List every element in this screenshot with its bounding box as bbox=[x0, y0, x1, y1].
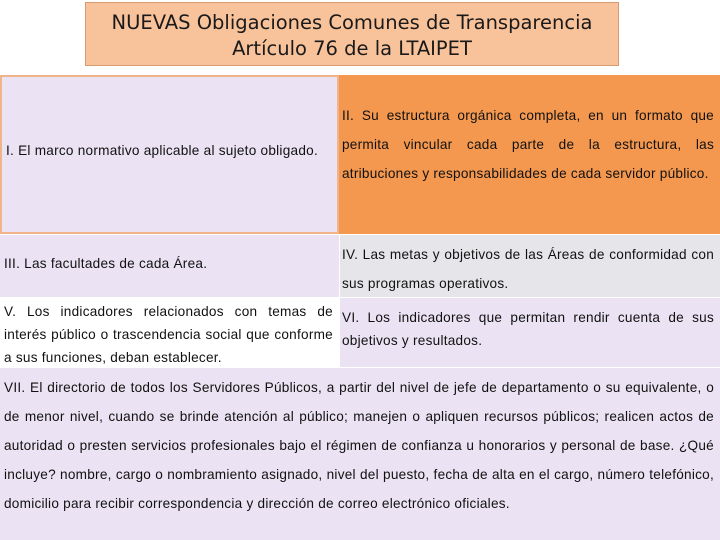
obligation-text-4: IV. Las metas y objetivos de las Áreas de conformidad con sus programas operativos. bbox=[342, 247, 714, 291]
obligation-text-2: II. Su estructura orgánica completa, en un formato que permita vincular cada parte de la estructura, las atribuciones y responsabilidades de cada servidor público. bbox=[342, 108, 714, 181]
column-divider bbox=[339, 234, 340, 367]
title-line-2: Artículo 76 de la LTAIPET bbox=[232, 37, 472, 60]
obligation-cell-2-highlighted bbox=[339, 75, 720, 234]
obligation-cell-1 bbox=[0, 75, 339, 234]
row-divider bbox=[0, 367, 720, 368]
obligation-text-1: I. El marco normativo aplicable al sujeto obligado. bbox=[6, 143, 318, 158]
obligation-cell-4 bbox=[339, 234, 720, 297]
obligation-text-6: VI. Los indicadores que permitan rendir cuenta de sus objetivos y resultados. bbox=[342, 310, 714, 348]
obligation-text-7: VII. El directorio de todos los Servidores Públicos, a partir del nivel de jefe de departamento o su equivalente, o de menor nivel, cuando se brinde atención al público; manejen o apliquen recursos públicos; realicen actos de autoridad o presten servicios profesionales bajo el régimen de confianza u honorarios y personal de base. ¿Qué incluye? nombre, cargo o nombramiento asignado, nivel del puesto, fecha de alta en el cargo, número telefónico, domicilio para recibir correspondencia y dirección de correo electrónico oficiales. bbox=[4, 380, 714, 511]
obligations-table bbox=[0, 75, 720, 540]
obligation-text-5: V. Los indicadores relacionados con temas de interés público o trascendencia social que conforme a sus funciones, deban establecer. bbox=[4, 304, 333, 365]
slide-title bbox=[85, 2, 619, 66]
row-divider bbox=[0, 297, 720, 298]
title-line-1: NUEVAS Obligaciones Comunes de Transparencia bbox=[111, 11, 593, 34]
obligation-cell-7 bbox=[0, 367, 720, 540]
obligation-cell-5 bbox=[0, 297, 339, 367]
row-divider bbox=[0, 234, 720, 235]
obligation-cell-3 bbox=[0, 234, 339, 297]
obligation-text-3: III. Las facultades de cada Área. bbox=[4, 256, 208, 271]
obligation-cell-6 bbox=[339, 297, 720, 367]
